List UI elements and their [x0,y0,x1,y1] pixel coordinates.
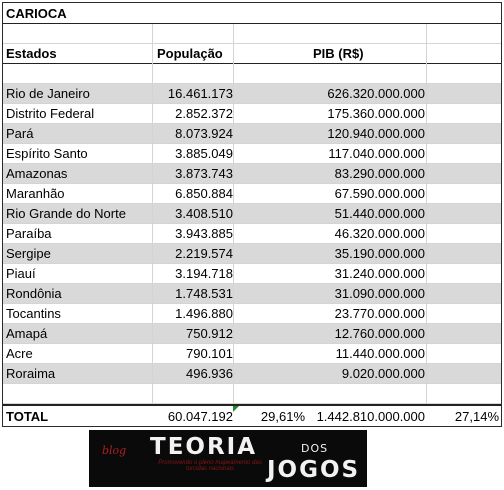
state-cell: Sergipe [6,246,51,261]
pib-cell: 46.320.000.000 [334,226,425,241]
blog-logo [89,430,367,487]
population-cell: 3.194.718 [175,266,233,281]
total-row[interactable] [3,404,501,425]
state-cell: Rio Grande do Norte [6,206,126,221]
pib-cell: 117.040.000.000 [328,146,425,161]
logo-teoria-text: TEORIA [150,434,258,460]
state-cell: Acre [6,346,33,361]
logo-jogos-text: JOGOS [267,457,361,483]
population-cell: 750.912 [186,326,233,341]
state-cell: Rio de Janeiro [6,86,90,101]
state-cell: Maranhão [6,186,65,201]
population-cell: 2.852.372 [175,106,233,121]
pib-cell: 35.190.000.000 [334,246,425,261]
header-pib: PIB (R$) [313,46,364,61]
population-cell: 6.850.884 [175,186,233,201]
pib-cell: 11.440.000.000 [335,346,425,361]
pib-cell: 175.360.000.000 [327,106,425,121]
population-cell: 8.073.924 [175,126,233,141]
logo-blog-text: blog [102,444,127,457]
state-cell: Espírito Santo [6,146,88,161]
total-pib: 1.442.810.000.000 [316,409,425,424]
pib-cell: 31.090.000.000 [334,286,425,301]
cell-comment-marker [233,406,239,412]
state-cell: Distrito Federal [6,106,95,121]
sheet-title-row[interactable] [3,3,501,24]
header-population: População [157,46,223,61]
population-cell: 790.101 [186,346,233,361]
state-cell: Paraíba [6,226,52,241]
state-cell: Amazonas [6,166,68,181]
logo-tagline: Promovendo o pleno mapeamento das torcidas nacionais [158,460,262,472]
spreadsheet [2,2,502,427]
total-pib-pct: 27,14% [454,409,499,424]
pib-cell: 12.760.000.000 [334,326,425,341]
population-cell: 2.219.574 [175,246,233,261]
column-divider [152,24,153,404]
pib-cell: 83.290.000.000 [334,166,425,181]
pib-cell: 51.440.000.000 [334,206,425,221]
total-population: 60.047.192 [167,409,233,424]
state-cell: Piauí [6,266,36,281]
header-state: Estados [6,46,57,61]
state-cell: Tocantins [6,306,61,321]
column-divider [426,24,427,404]
population-cell: 3.943.885 [175,226,233,241]
pib-cell: 31.240.000.000 [334,266,425,281]
population-cell: 496.936 [186,366,233,381]
population-cell: 3.873.743 [175,166,233,181]
column-divider [233,24,234,404]
population-cell: 16.461.173 [167,86,233,101]
population-cell: 1.496.880 [175,306,233,321]
population-cell: 3.885.049 [175,146,233,161]
state-cell: Amapá [6,326,48,341]
pib-cell: 67.590.000.000 [334,186,425,201]
state-cell: Rondônia [6,286,62,301]
pib-cell: 120.940.000.000 [327,126,425,141]
pib-cell: 626.320.000.000 [327,86,425,101]
sheet-title: CARIOCA [6,6,67,21]
state-cell: Pará [6,126,34,141]
total-population-pct: 29,61% [260,409,305,424]
population-cell: 3.408.510 [175,206,233,221]
pib-cell: 9.020.000.000 [341,366,425,381]
logo-dos-text: DOS [301,442,329,455]
population-cell: 1.748.531 [175,286,233,301]
state-cell: Roraima [6,366,56,381]
total-label: TOTAL [6,409,49,424]
pib-cell: 23.770.000.000 [334,306,425,321]
